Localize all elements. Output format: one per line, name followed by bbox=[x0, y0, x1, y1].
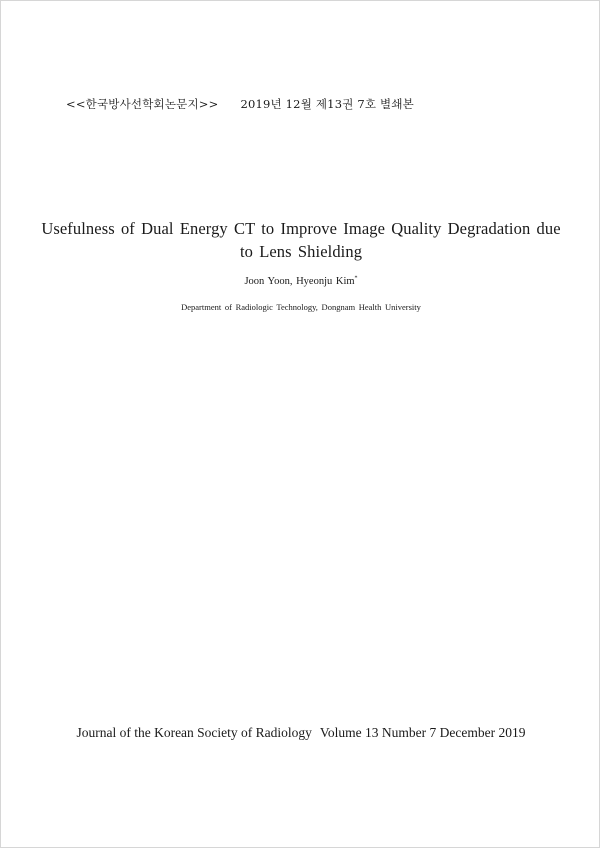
article-title-line-1: Usefulness of Dual Energy CT to Improve Image Quality Degradation due bbox=[41, 219, 561, 238]
issue-info: 2019년 12월 제13권 7호 별쇄본 bbox=[240, 97, 414, 111]
article-title bbox=[41, 217, 561, 263]
corresponding-author-mark: * bbox=[354, 275, 358, 282]
journal-footer bbox=[1, 725, 600, 741]
affiliation: Department of Radiologic Technology, Dongnam Health University bbox=[181, 302, 421, 312]
journal-name: Journal of the Korean Society of Radiology bbox=[76, 725, 312, 740]
volume-info: Volume 13 Number 7 December 2019 bbox=[319, 725, 526, 740]
journal-korean-name: <<한국방사선학회논문지>> bbox=[66, 97, 219, 111]
article-title-line-2: to Lens Shielding bbox=[239, 242, 363, 261]
author-line bbox=[1, 276, 600, 287]
reprint-header bbox=[66, 96, 414, 112]
authors: Joon Yoon, Hyeonju Kim bbox=[244, 276, 355, 287]
